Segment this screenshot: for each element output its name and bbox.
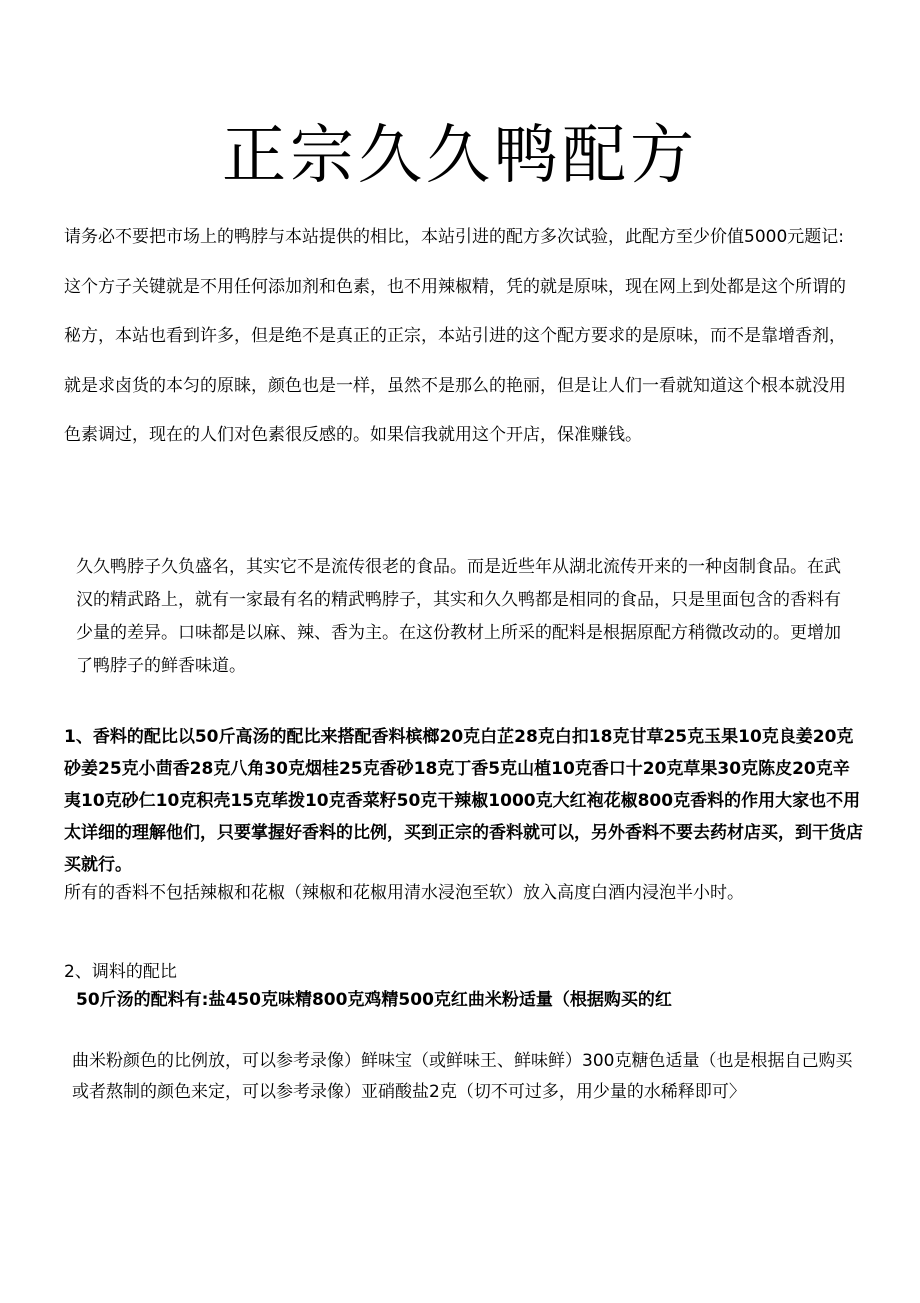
spice-ratio-paragraph: 1、香料的配比以50斤高汤的配比来搭配香料槟榔20克白芷28克白扣18克甘草25克玉果10克良姜20克砂姜25克小茴香28克八角30克烟桂25克香砂18克丁香5克山植10克香口十20克草果30克陈皮20克辛夷10克砂仁10克积壳15克荜拨10克香菜籽50克干辣椒1000克大红袍花椒800克香料的作用大家也不用太详细的理解他们，只要掌握好香料的比例，买到正宗的香料就可以，另外香料不要去药材店买，到干货店买就行。 [64,727,863,875]
spice-soak-note: 所有的香料不包括辣椒和花椒（辣椒和花椒用清水浸泡至软）放入高度白酒内浸泡半小时。 [64,883,744,903]
history-paragraph: 久久鸭脖子久负盛名，其实它不是流传很老的食品。而是近些年从湖北流传开来的一种卤制食品。在武汉的精武路上，就有一家最有名的精武鸭脖子，其实和久久鸭都是相同的食品，只是里面包含的香料有少量的差异。口味都是以麻、辣、香为主。在这份教材上所采的配料是根据原配方稍微改动的。更增加了鸭脖子的鲜香味道。 [76,557,841,676]
seasoning-heading: 2、调料的配比 [64,962,177,982]
seasoning-continuation: 曲米粉颜色的比例放，可以参考录像）鲜味宝（或鲜味王、鲜味鲜）300克糖色适量（也是根据自己购买或者熬制的颜色来定，可以参考录像）亚硝酸盐2克（切不可过多，用少量的水稀释即可〉 [72,1051,853,1102]
intro-paragraph: 请务必不要把市场上的鸭脖与本站提供的相比，本站引进的配方多次试验，此配方至少价值5000元题记:这个方子关键就是不用任何添加剂和色素，也不用辣椒精，凭的就是原味，现在网上到处都是这个所谓的秘方，本站也看到许多，但是绝不是真正的正宗，本站引进的这个配方要求的是原味，而不是靠增香剂，就是求卤货的本匀的原睐，颜色也是一样，虽然不是那么的艳丽，但是让人们一看就知道这个根本就没用色素调过，现在的人们对色素很反感的。如果信我就用这个开店，保准赚钱。 [64,227,846,445]
seasoning-first-line: 50斤汤的配料有:盐450克味精800克鸡精500克红曲米粉适量（根据购买的红 [76,990,672,1010]
document-title: 正宗久久鸭配方 [222,119,698,193]
